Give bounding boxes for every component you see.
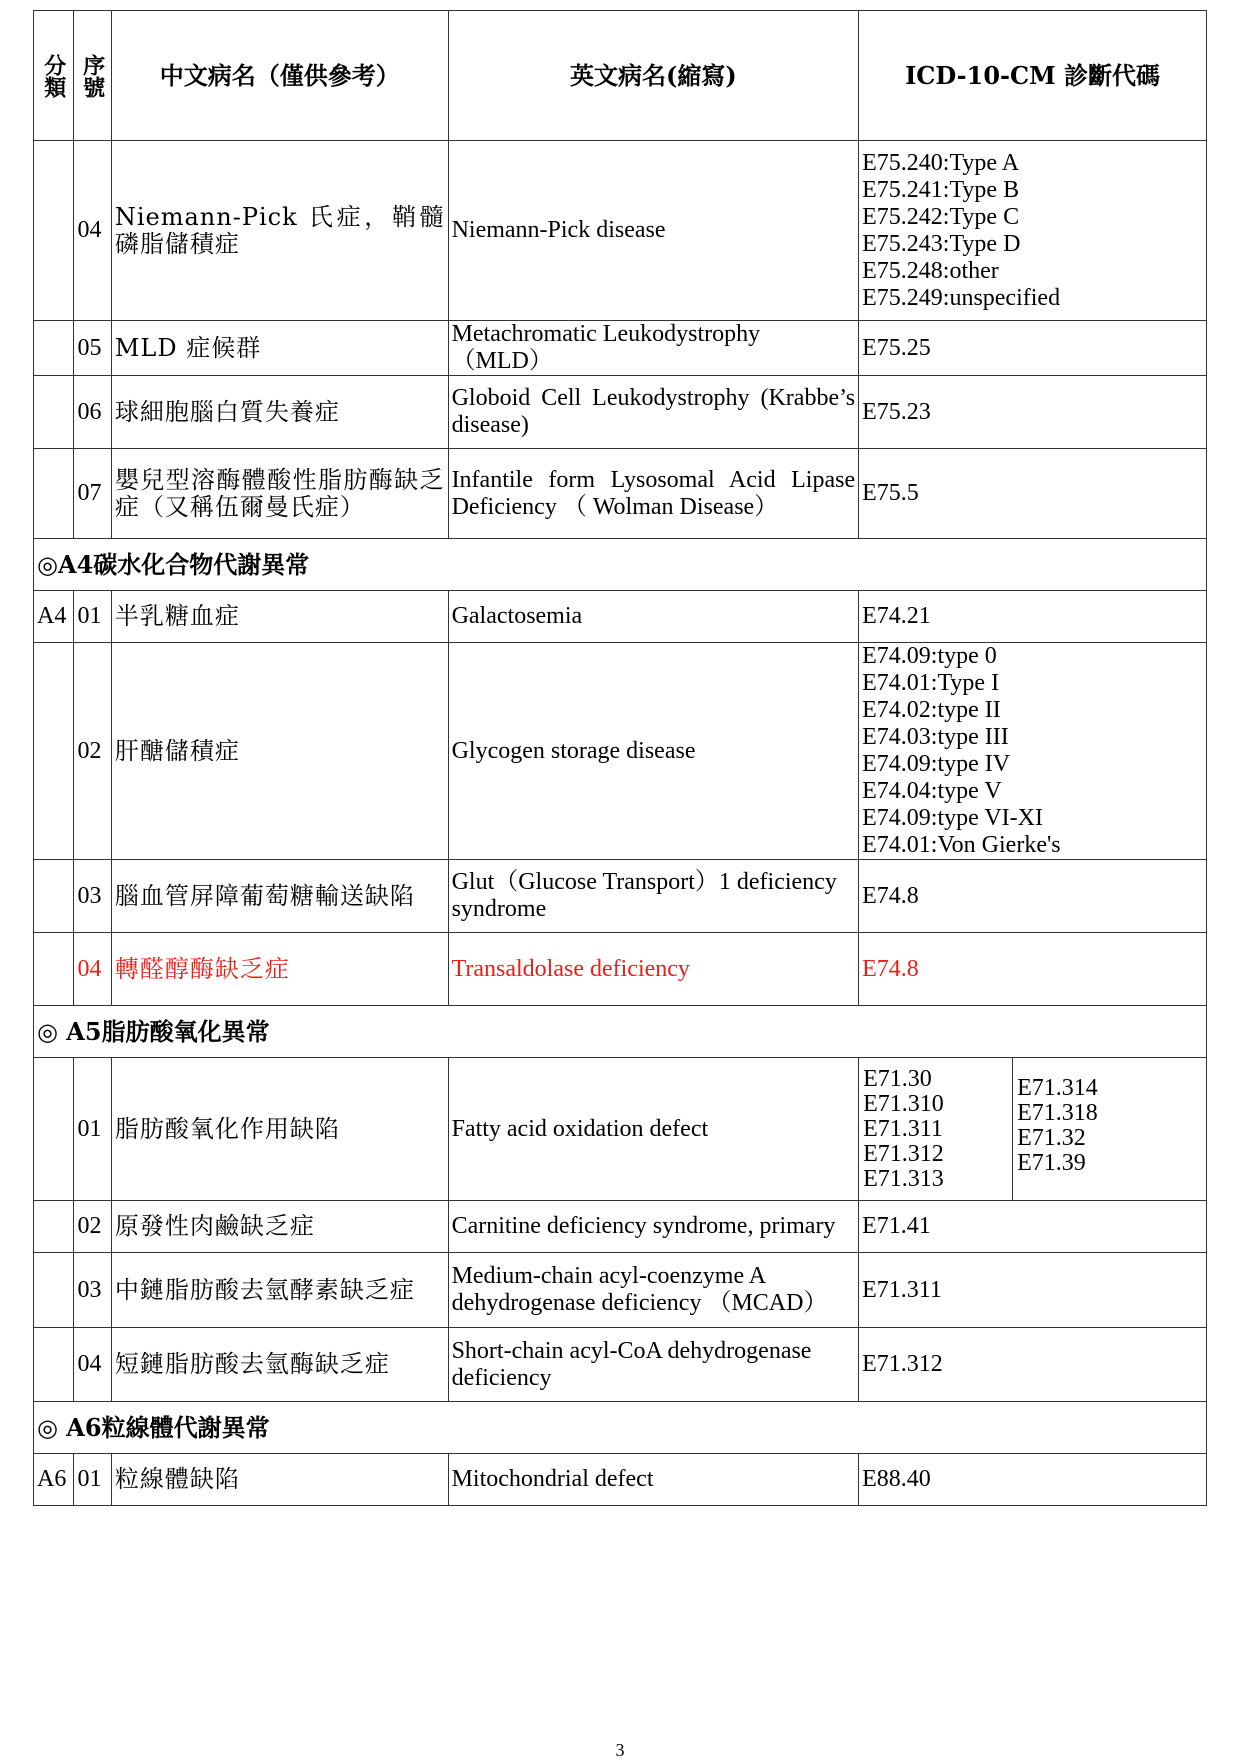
table-header-row: [34, 11, 1207, 141]
icd-code: E71.314: [1017, 1075, 1098, 1101]
en-name-cell: Globoid Cell Leukodystrophy (Krabbe’s disease): [448, 376, 859, 449]
section-row-a5: [34, 1006, 1207, 1058]
icd-code: E74.09:type VI-XI: [862, 805, 1043, 831]
seq-cell: 02: [74, 643, 111, 860]
header-icd: ICD-10-CM 診斷代碼: [859, 11, 1207, 141]
category-cell: [34, 376, 74, 449]
table-row: [34, 860, 1207, 933]
section-row-a4: [34, 539, 1207, 591]
table-row: [34, 141, 1207, 321]
table-row: [34, 1201, 1207, 1253]
icd-code: E75.240:Type A: [862, 149, 1020, 176]
icd-code: E74.21: [862, 603, 931, 629]
icd-code: E71.312: [863, 1140, 944, 1167]
en-name-cell: Glut（Glucose Transport）1 deficiency syndrome: [448, 860, 859, 933]
table-row: [34, 321, 1207, 376]
en-name-cell: Mitochondrial defect: [448, 1454, 859, 1506]
en-name-cell: Infantile form Lysosomal Acid Lipase Deficiency （ Wolman Disease）: [448, 449, 859, 539]
icd-code: E75.25: [862, 334, 931, 361]
seq-cell: 01: [74, 1454, 111, 1506]
header-en-name: 英文病名(縮寫): [448, 11, 859, 141]
en-name-cell: Glycogen storage disease: [448, 643, 859, 860]
icd-code: E75.248:other: [862, 257, 999, 284]
icd-code: E71.30: [863, 1065, 932, 1092]
icd-code-cell: [859, 376, 1207, 449]
icd-code: E75.249:unspecified: [862, 284, 1061, 311]
icd-code: E75.242:Type C: [862, 203, 1020, 230]
seq-cell: 04: [74, 141, 111, 321]
icd-code-cell: [859, 1058, 1207, 1201]
section-title-a6: ◎ A6粒線體代謝異常: [34, 1402, 1207, 1454]
icd-code-cell: [859, 1201, 1207, 1253]
en-name-cell: Carnitine deficiency syndrome, primary: [448, 1201, 859, 1253]
icd-code: E75.243:Type D: [862, 230, 1021, 257]
disease-code-table: [33, 10, 1207, 1506]
icd-code-cell: [859, 1454, 1207, 1506]
seq-cell: 01: [74, 1058, 111, 1201]
icd-code: E74.01:Type I: [862, 670, 1000, 696]
table-row: [34, 591, 1207, 643]
icd-code-cell: [859, 933, 1207, 1006]
header-seq: [74, 11, 111, 141]
icd-code-cell: [859, 643, 1207, 860]
icd-code: E74.01:Von Gierke's: [862, 832, 1061, 858]
seq-cell: 03: [74, 860, 111, 933]
table-row: [34, 376, 1207, 449]
category-cell: A4: [34, 591, 74, 643]
section-row-a6: [34, 1402, 1207, 1454]
header-category-text: 分類: [40, 53, 67, 98]
table-row: [34, 1058, 1207, 1201]
icd-code-cell: [859, 141, 1207, 321]
seq-cell: 04: [74, 1328, 111, 1402]
icd-code: E71.313: [863, 1165, 944, 1192]
icd-code: E74.8: [862, 882, 919, 909]
table-row: [34, 1328, 1207, 1402]
section-title-a4: ◎A4碳水化合物代謝異常: [34, 539, 1207, 591]
table-row-highlighted: [34, 933, 1207, 1006]
icd-code: E74.09:type 0: [862, 643, 997, 669]
category-cell: [34, 860, 74, 933]
en-name-cell: Short-chain acyl-CoA dehydrogenase deficiency: [448, 1328, 859, 1402]
icd-code-cell: [859, 449, 1207, 539]
icd-code: E74.09:type IV: [862, 751, 1011, 777]
header-zh-name: 中文病名（僅供參考）: [111, 11, 448, 141]
table-row: [34, 449, 1207, 539]
zh-name-cell: Niemann-Pick 氏症，鞘髓磷脂儲積症: [111, 141, 448, 321]
table-row: [34, 643, 1207, 860]
seq-cell: 04: [74, 933, 111, 1006]
icd-code: E71.318: [1017, 1100, 1098, 1126]
icd-code-column-right: [1013, 1058, 1206, 1200]
category-cell: [34, 1328, 74, 1402]
icd-code: E71.311: [862, 1276, 942, 1303]
en-name-cell: Transaldolase deficiency: [448, 933, 859, 1006]
zh-name-cell: 半乳糖血症: [111, 591, 448, 643]
en-name-cell: Medium-chain acyl-coenzyme A dehydrogenase deficiency （MCAD）: [448, 1253, 859, 1328]
seq-cell: 03: [74, 1253, 111, 1328]
zh-name-cell: 肝醣儲積症: [111, 643, 448, 860]
icd-code: E88.40: [862, 1466, 931, 1492]
category-cell: A6: [34, 1454, 74, 1506]
zh-name-cell: 轉醛醇酶缺乏症: [111, 933, 448, 1006]
icd-code-column-left: [859, 1058, 1013, 1200]
icd-code: E71.41: [862, 1213, 931, 1239]
icd-code: E71.39: [1017, 1150, 1086, 1176]
zh-name-cell: 嬰兒型溶酶體酸性脂肪酶缺乏症（又稱伍爾曼氏症）: [111, 449, 448, 539]
zh-name-cell: MLD 症候群: [111, 321, 448, 376]
icd-code: E74.8: [862, 955, 919, 982]
icd-code: E71.312: [862, 1351, 943, 1377]
icd-code: E75.5: [862, 480, 919, 506]
category-cell: [34, 321, 74, 376]
icd-code: E71.311: [863, 1115, 943, 1142]
icd-code-split: [859, 1058, 1206, 1200]
table-row: [34, 1253, 1207, 1328]
zh-name-cell: 粒線體缺陷: [111, 1454, 448, 1506]
zh-name-cell: 短鏈脂肪酸去氫酶缺乏症: [111, 1328, 448, 1402]
icd-code-cell: [859, 1253, 1207, 1328]
zh-name-cell: 脂肪酸氧化作用缺陷: [111, 1058, 448, 1201]
en-name-cell: Niemann-Pick disease: [448, 141, 859, 321]
icd-code-cell: [859, 1328, 1207, 1402]
zh-name-cell: 中鏈脂肪酸去氫酵素缺乏症: [111, 1253, 448, 1328]
seq-cell: 07: [74, 449, 111, 539]
page-number: 3: [615, 1740, 625, 1760]
icd-code: E74.04:type V: [862, 778, 1002, 804]
zh-name-cell: 原發性肉鹼缺乏症: [111, 1201, 448, 1253]
icd-code-cell: [859, 321, 1207, 376]
category-cell: [34, 449, 74, 539]
zh-name-cell: 腦血管屏障葡萄糖輸送缺陷: [111, 860, 448, 933]
category-cell: [34, 1253, 74, 1328]
icd-code: E75.23: [862, 398, 931, 425]
icd-code-cell: [859, 860, 1207, 933]
category-cell: [34, 1058, 74, 1201]
section-title-a5: ◎ A5脂肪酸氧化異常: [34, 1006, 1207, 1058]
category-cell: [34, 933, 74, 1006]
en-name-cell: Fatty acid oxidation defect: [448, 1058, 859, 1201]
zh-name-cell: 球細胞腦白質失養症: [111, 376, 448, 449]
header-category: [34, 11, 74, 141]
icd-code: E71.32: [1017, 1125, 1086, 1151]
category-cell: [34, 1201, 74, 1253]
seq-cell: 06: [74, 376, 111, 449]
en-name-cell: Galactosemia: [448, 591, 859, 643]
icd-code-cell: [859, 591, 1207, 643]
category-cell: [34, 141, 74, 321]
category-cell: [34, 643, 74, 860]
en-name-cell: Metachromatic Leukodystrophy （MLD）: [448, 321, 859, 376]
icd-code: E74.03:type III: [862, 724, 1009, 750]
icd-code: E75.241:Type B: [862, 176, 1020, 203]
seq-cell: 02: [74, 1201, 111, 1253]
header-seq-text: 序號: [79, 53, 106, 98]
icd-code: E71.310: [863, 1090, 944, 1117]
seq-cell: 01: [74, 591, 111, 643]
table-row: [34, 1454, 1207, 1506]
icd-code: E74.02:type II: [862, 697, 1001, 723]
seq-cell: 05: [74, 321, 111, 376]
